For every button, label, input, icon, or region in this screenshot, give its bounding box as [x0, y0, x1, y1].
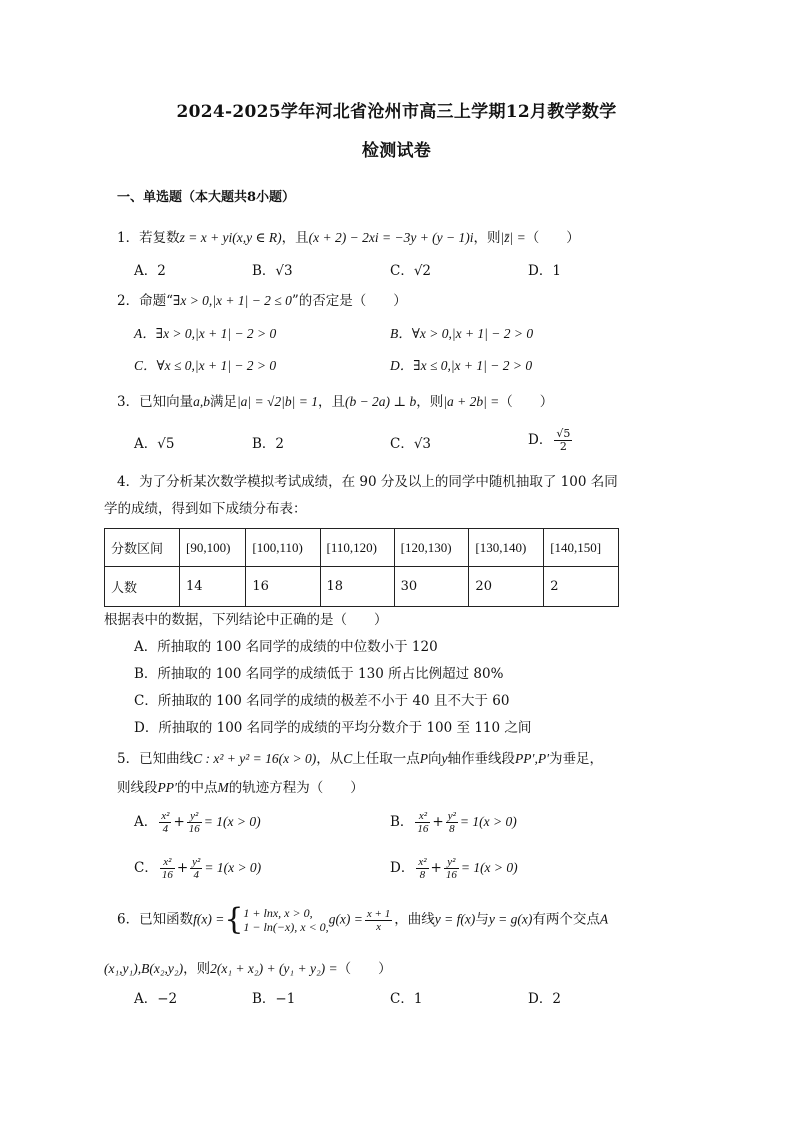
q1-stem-text: 1．若复数 [117, 230, 180, 246]
table-cell-interval: [100,110) [246, 529, 320, 567]
q6-option-d: D．2 [528, 991, 561, 1007]
table-header-label: 分数区间 [105, 529, 180, 567]
fraction [187, 810, 202, 835]
q5-stem-text: 轴作垂线段 [447, 751, 516, 767]
q1-stem-text: ，则 [473, 230, 501, 246]
q5-stem-line1 [117, 750, 603, 768]
exam-title-line2: 检测试卷 [361, 141, 432, 161]
q6-math-f: f(x) = [193, 911, 225, 927]
q5-math-c: C [343, 751, 353, 766]
q2-stem-text: 2．命题“ [117, 293, 173, 309]
q4-option-a: A．所抽取的 100 名同学的成绩的中位数小于 120 [134, 639, 438, 655]
table-cell-interval: [140,150] [544, 529, 619, 567]
table-cell-count: 14 [180, 567, 246, 607]
exam-title-line1: 2024-2025学年河北省沧州市高三上学期12月教学数学 [176, 102, 617, 122]
q6-math-g: g(x) = [328, 911, 363, 927]
fraction-denominator: 16 [188, 823, 200, 835]
fraction-numerator: x + 1 [366, 907, 391, 920]
fraction-denominator: 16 [445, 869, 457, 881]
q3-option-a: A．√5 [134, 436, 175, 452]
q6-stem-text: 与 [475, 911, 489, 928]
fraction-numerator: x² [415, 810, 430, 823]
fraction [160, 856, 175, 881]
q3-math-perp: (b − 2a) ⊥ b [344, 394, 417, 409]
q5-option-b: B． $\frac{\text{x²}}{16}$ + $\frac{\text{y²}}{8}$ = 1(x > 0) [390, 810, 517, 835]
q1-math-modulus: |z̄| = [500, 230, 526, 245]
q4-after-table: 根据表中的数据，下列结论中正确的是（ ） [104, 612, 388, 628]
fraction [444, 856, 459, 881]
fraction-numerator: x² [418, 856, 427, 868]
fraction [446, 810, 458, 835]
q2-stem [117, 292, 407, 310]
option-tail: = 1(x > 0) [203, 814, 261, 829]
q5-math-m: M [217, 780, 229, 795]
q5-math-curve: C : x² + y² = 16(x > 0) [193, 751, 317, 766]
q6-stem-text: ，曲线 [394, 911, 435, 928]
q3-blank: （ ） [499, 394, 554, 410]
q5-stem-line2 [117, 779, 364, 797]
q6-piece-2: 1 − ln(−x), x < 0, [243, 920, 329, 934]
fraction-numerator: √5 [556, 427, 571, 440]
q1-option-c: C．√2 [390, 263, 432, 279]
q2-option-a: A．∃x > 0,|x + 1| − 2 > 0 [134, 326, 277, 341]
table-row [105, 529, 619, 567]
fraction-numerator: x² [161, 810, 170, 822]
fraction-denominator: 2 [559, 440, 567, 453]
q3-option-c: C．√3 [390, 436, 432, 452]
q3-math-target: |a + 2b| = [443, 394, 500, 409]
option-tail: = 1(x > 0) [204, 860, 262, 875]
fraction-denominator: 4 [162, 823, 169, 835]
q1-math-z: z = x + yi(x,y ∈ R) [179, 230, 282, 245]
table-count-label: 人数 [105, 567, 180, 607]
q1-math-eq: (x + 2) − 2xi = −3y + (y − 1)i [308, 230, 474, 245]
q6-stem-line1 [117, 902, 609, 937]
table-cell-count: 16 [246, 567, 320, 607]
q4-stem-line2: 学的成绩，得到如下成绩分布表： [104, 501, 307, 517]
q2-option-d: D．∃x ≤ 0,|x + 1| − 2 > 0 [390, 358, 533, 373]
q4-option-b: B．所抽取的 100 名同学的成绩低于 130 所占比例超过 80% [134, 666, 504, 682]
q3-stem-text: 满足 [209, 394, 237, 410]
section-heading: 一、单选题（本大题共8小题） [117, 190, 296, 205]
q4-option-d: D．所抽取的 100 名同学的成绩的平均分数介于 100 至 110 之间 [134, 720, 532, 736]
q5-option-d: D． $\frac{\text{x²}}{8}$ + $\frac{\text{y²}}{16}$ = 1(x > 0) [390, 856, 518, 881]
q2-option-c: C．∀x ≤ 0,|x + 1| − 2 > 0 [134, 358, 277, 373]
q5-math-y: y [441, 751, 448, 766]
q1-stem-text: ，且 [281, 230, 309, 246]
q6-math-yg: y = g(x) [488, 911, 533, 927]
q4-option-c: C．所抽取的 100 名同学的成绩的极差不小于 40 且不大于 60 [134, 693, 510, 709]
left-brace: { [224, 902, 244, 937]
fraction [159, 810, 171, 835]
score-distribution-table [104, 528, 619, 607]
q6-option-a: A．−2 [134, 991, 178, 1007]
q5-stem-text: 的轨迹方程为（ ） [228, 780, 364, 796]
q3-stem [117, 393, 553, 411]
table-cell-interval: [90,100) [180, 529, 246, 567]
q6-option-b: B．−1 [252, 991, 296, 1007]
q1-option-a: A．2 [134, 263, 166, 279]
q3-stem-text: ，则 [416, 394, 444, 410]
q5-option-c: C． $\frac{\text{x²}}{16}$ + $\frac{\text{y²}}{4}$ = 1(x > 0) [134, 856, 262, 881]
fraction [190, 856, 202, 881]
q4-stem-line1: 4．为了分析某次数学模拟考试成绩，在 90 分及以上的同学中随机抽取了 100 名同 [117, 474, 618, 490]
q6-stem-text: 有两个交点 [532, 911, 600, 928]
q2-option-b: B．∀x > 0,|x + 1| − 2 > 0 [390, 326, 534, 341]
fraction-denominator: x [376, 920, 381, 933]
q5-stem-text: 则线段 [117, 780, 158, 796]
fraction-denominator: 8 [419, 869, 426, 881]
q3-option-d-label: D． [528, 432, 553, 448]
q5-stem-text: 为垂足， [549, 751, 604, 767]
q6-stem-text: ，则 [183, 961, 211, 977]
fraction [415, 810, 430, 835]
q1-option-b: B．√3 [252, 263, 293, 279]
q3-stem-text: ，且 [317, 394, 345, 410]
q5-math-pp: PP′,P′ [515, 751, 550, 766]
q3-math-vectors: a,b [193, 394, 210, 409]
fraction-numerator: y² [192, 856, 201, 868]
q3-option-d [528, 428, 574, 453]
q5-stem-text: 上任取一点 [352, 751, 420, 767]
q6-piecewise [243, 906, 328, 934]
q6-math-points: (x₁,y₁),B(x₂,y₂) [104, 961, 184, 976]
q5-stem-text: 5．已知曲线 [117, 751, 194, 767]
fraction-numerator: y² [444, 856, 459, 869]
q5-math-pp: PP′ [157, 780, 177, 795]
fraction-denominator: 4 [193, 869, 199, 881]
q6-blank: （ ） [337, 961, 392, 977]
table-cell-interval: [110,120) [320, 529, 394, 567]
option-label: C． [134, 860, 158, 876]
fraction-numerator: y² [447, 810, 456, 822]
q6-stem-line2 [104, 960, 392, 978]
table-cell-interval: [130,140) [469, 529, 544, 567]
q5-option-a: A． $\frac{\text{x²}}{4}$ + $\frac{\text{y²}}{16}$ = 1(x > 0) [134, 810, 261, 835]
table-row [105, 567, 619, 607]
option-tail: = 1(x > 0) [460, 860, 518, 875]
table-cell-count: 20 [469, 567, 544, 607]
fraction [416, 856, 428, 881]
q5-stem-text: 的中点 [176, 780, 218, 796]
q1-option-d: D．1 [528, 263, 561, 279]
fraction-denominator: 8 [449, 823, 455, 835]
option-label: A． [134, 814, 158, 830]
q5-stem-text: 向 [428, 751, 442, 767]
fraction-denominator: 16 [161, 869, 173, 881]
table-cell-count: 2 [544, 567, 619, 607]
fraction [365, 908, 392, 933]
q1-stem [117, 229, 580, 247]
q3-option-b: B．2 [252, 436, 285, 452]
q5-math-p: P [419, 751, 429, 766]
q1-blank: （ ） [525, 230, 580, 246]
option-label: D． [390, 860, 415, 876]
fraction-numerator: y² [187, 810, 202, 823]
option-label: B． [390, 814, 414, 830]
q6-option-c: C．1 [390, 991, 423, 1007]
table-cell-count: 30 [394, 567, 469, 607]
q3-stem-text: 3．已知向量 [117, 394, 194, 410]
q5-stem-text: ，从 [316, 751, 344, 767]
table-cell-count: 18 [320, 567, 394, 607]
q6-stem-text: 6．已知函数 [117, 911, 194, 928]
fraction-numerator: x² [160, 856, 175, 869]
q6-math-yf: y = f(x) [434, 911, 476, 927]
q6-math-expr: 2(x₁ + x₂) + (y₁ + y₂) = [210, 961, 338, 976]
q3-option-d-fraction [554, 428, 572, 453]
q2-math: ∃x > 0,|x + 1| − 2 ≤ 0 [173, 293, 292, 308]
table-cell-interval: [120,130) [394, 529, 469, 567]
q6-piece-1: 1 + lnx, x > 0, [243, 906, 313, 920]
q2-stem-text: ”的否定是（ ） [291, 293, 407, 309]
option-tail: = 1(x > 0) [459, 814, 517, 829]
q6-math-a: A [599, 911, 609, 927]
fraction-denominator: 16 [417, 823, 429, 835]
q3-math-norm: |a| = √2|b| = 1 [236, 394, 318, 409]
